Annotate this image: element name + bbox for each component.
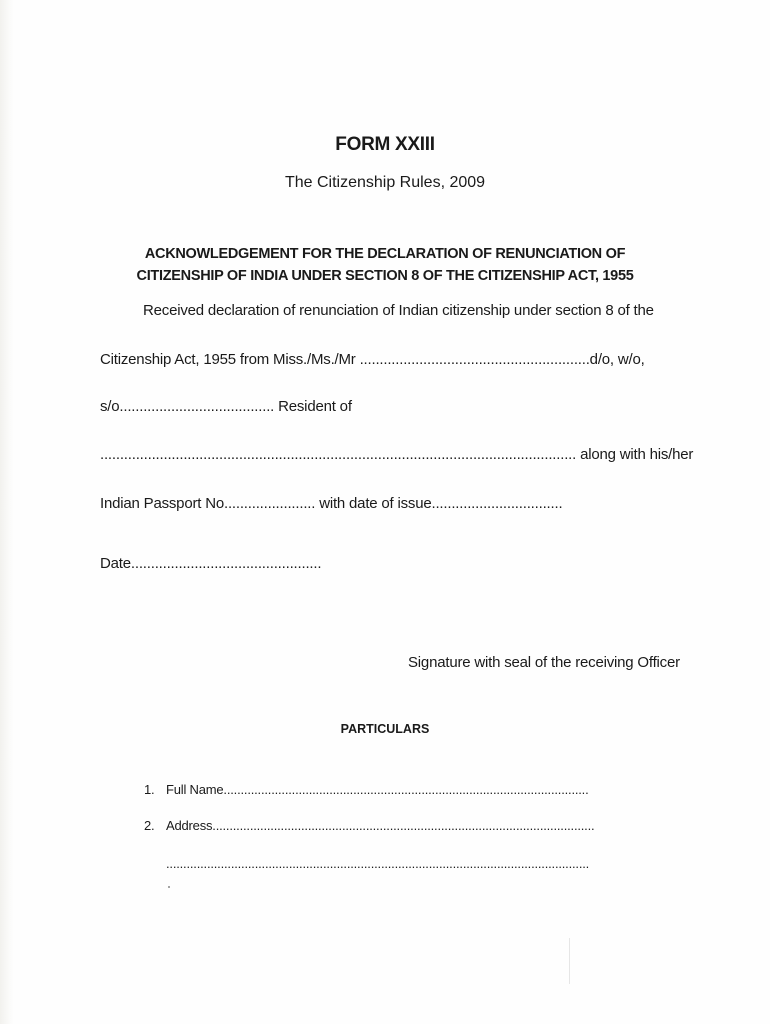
body-line-date: Date................................................ — [100, 555, 322, 572]
particulars-title: PARTICULARS — [340, 722, 430, 736]
form-subtitle: The Citizenship Rules, 2009 — [284, 174, 486, 191]
item-text: Address................................................................................................................ — [166, 818, 595, 833]
body-line-passport: Indian Passport No....................... with date of issue................................. — [100, 495, 563, 512]
address-continuation-line: ............................................................................................................................ — [166, 856, 590, 871]
body-line-citizenship-act: Citizenship Act, 1955 from Miss./Ms./Mr ..........................................................d/o, w/o, — [100, 351, 645, 368]
body-line-along-with: ........................................................................................................................ along with his/her — [100, 446, 694, 463]
item-text: Full Name........................................................................................................... — [166, 782, 589, 797]
signature-label: Signature with seal of the receiving Officer — [408, 654, 680, 671]
item-number: 1. — [144, 782, 155, 797]
body-line-resident-of: s/o....................................... Resident of — [100, 398, 352, 415]
scan-speck — [168, 886, 170, 888]
particulars-item-full-name — [144, 782, 589, 797]
form-heading-line-2: CITIZENSHIP OF INDIA UNDER SECTION 8 OF THE CITIZENSHIP ACT, 1955 — [136, 268, 634, 284]
form-heading-line-1: ACKNOWLEDGEMENT FOR THE DECLARATION OF RENUNCIATION OF — [144, 246, 626, 262]
form-title: FORM XXIII — [335, 134, 435, 155]
particulars-item-address — [144, 818, 594, 833]
scan-artifact-line — [569, 938, 570, 984]
item-number: 2. — [144, 818, 155, 833]
body-line-received: Received declaration of renunciation of Indian citizenship under section 8 of the — [143, 302, 654, 319]
